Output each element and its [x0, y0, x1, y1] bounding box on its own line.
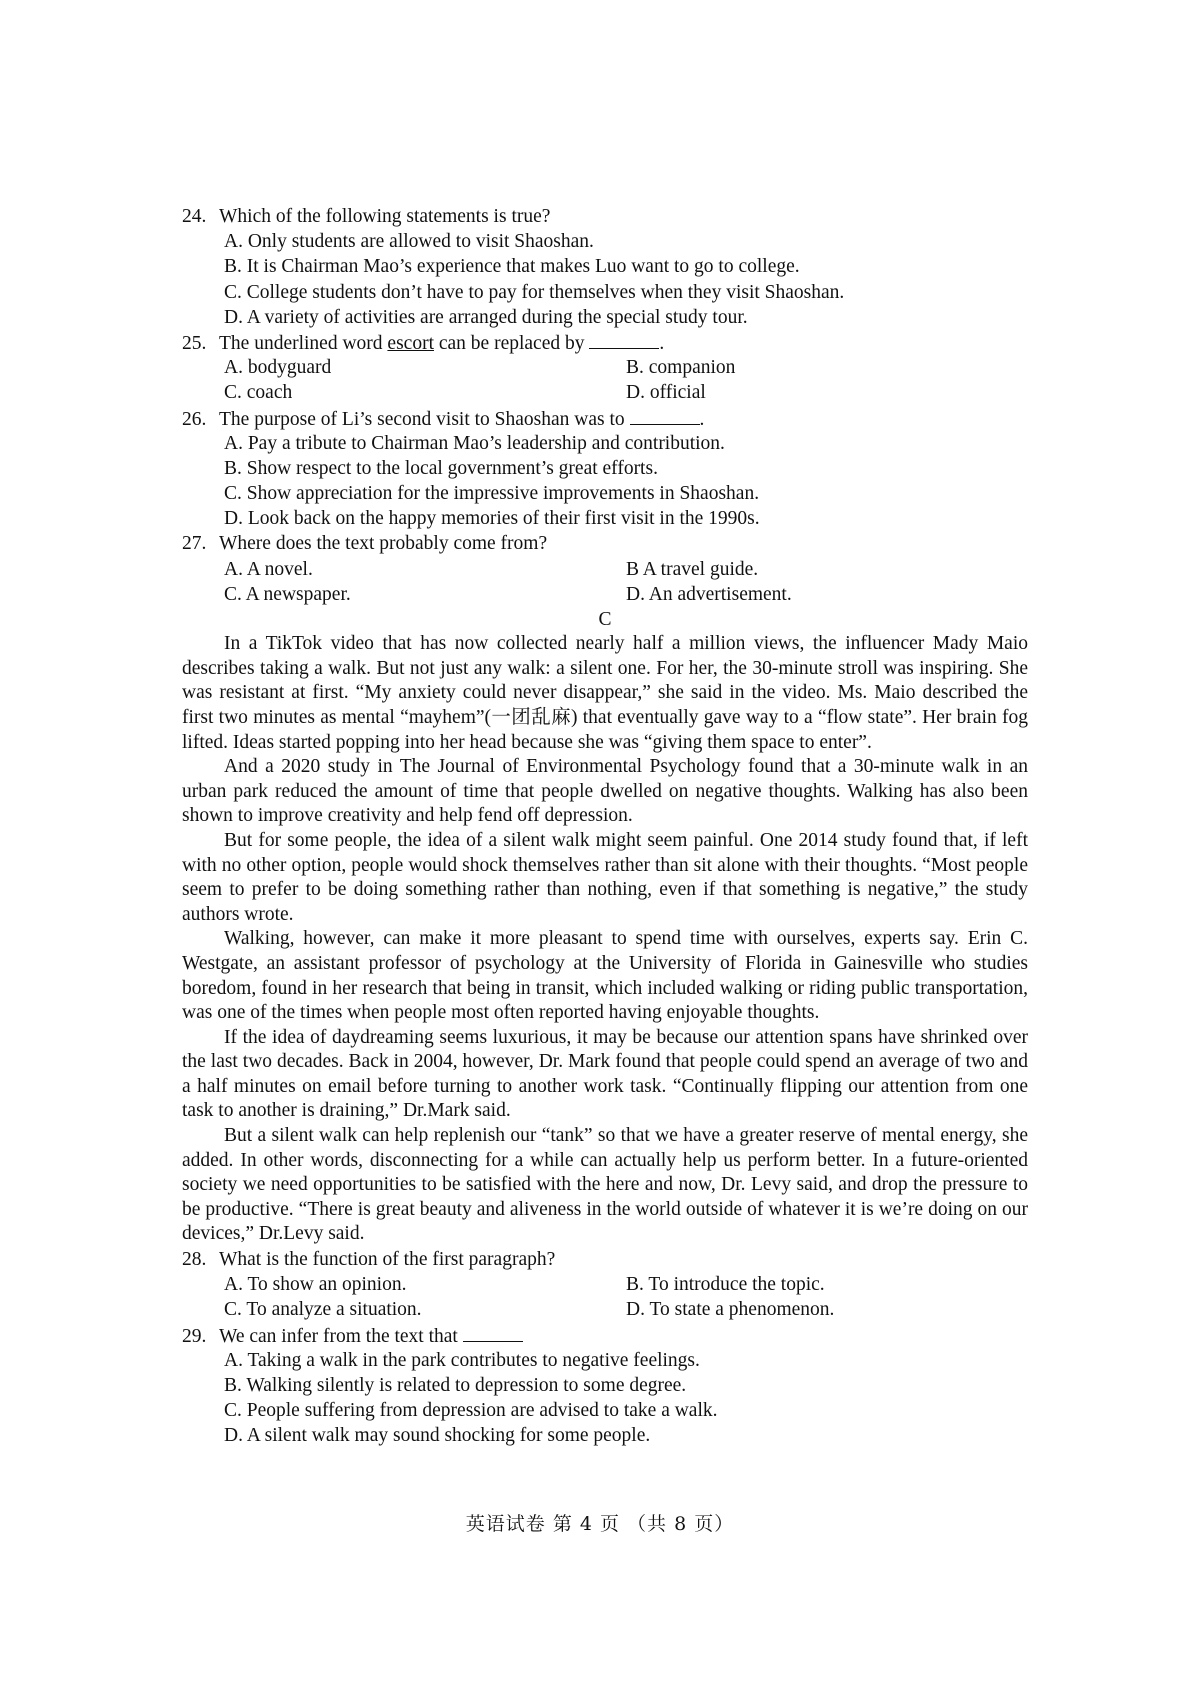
question-25-option-a: A. bodyguard [224, 357, 332, 379]
passage-paragraph-1: In a TikTok video that has now collected nearly half a million views, the influencer Mady Maio describes taking a walk. But not just any walk: a silent one. For her, the 30-minute stroll was inspiring. She was resistant at first. “My anxiety could never disappear,” she said in the video. Ms. Maio described the first two minutes as mental “mayhem”(一团乱麻) that eventually gave way to a “flow state”. Her brain fog lifted. Ideas started popping into her head because she was “giving them space to enter”. [182, 633, 1028, 753]
question-text: Which of the following statements is true? [219, 206, 551, 227]
question-25-options-row-1 [182, 355, 1028, 380]
question-27-options-row-1 [182, 557, 1028, 582]
question-end: . [659, 332, 665, 354]
answer-blank [589, 330, 659, 349]
question-24-option-c: C. College students don’t have to pay for themselves when they visit Shaoshan. [224, 281, 845, 303]
question-number: 25. [182, 332, 207, 354]
section-heading: C [598, 609, 612, 630]
question-24-option-d: D. A variety of activities are arranged during the special study tour. [224, 306, 748, 328]
question-28-stem [182, 1247, 1028, 1272]
question-28-option-a: A. To show an opinion. [224, 1274, 407, 1296]
answer-blank [630, 406, 700, 425]
question-29-option-d: D. A silent walk may sound shocking for some people. [224, 1425, 651, 1447]
page-footer: 英语试卷 第 4 页 （共 8 页） [465, 1513, 735, 1535]
question-27-options-row-2 [182, 582, 1028, 607]
question-number: 24. [182, 206, 207, 227]
question-29-stem [182, 1323, 1028, 1348]
question-27-option-a: A. A novel. [224, 558, 313, 580]
question-24-option-b: B. It is Chairman Mao’s experience that makes Luo want to go to college. [224, 256, 800, 278]
question-27-option-d: D. An advertisement. [626, 583, 792, 605]
question-27-stem [182, 531, 1028, 556]
question-25-option-b: B. companion [626, 357, 736, 379]
question-text-before: The underlined word [219, 332, 388, 354]
question-27-option-c: C. A newspaper. [224, 583, 351, 605]
question-26-option-a: A. Pay a tribute to Chairman Mao’s leadership and contribution. [224, 432, 725, 454]
exam-page [182, 204, 1028, 1449]
question-25-options-row-2 [182, 380, 1028, 405]
question-29-option-c: C. People suffering from depression are advised to take a walk. [224, 1400, 718, 1422]
question-28-options-row-1 [182, 1272, 1028, 1297]
question-text-after: can be replaced by [433, 332, 590, 354]
question-end: . [699, 408, 705, 430]
question-28-option-c: C. To analyze a situation. [224, 1299, 422, 1321]
underlined-word: escort [387, 332, 434, 354]
question-text: We can infer from the text that [219, 1325, 463, 1347]
question-25-option-d: D. official [626, 382, 706, 404]
question-26-stem [182, 406, 1028, 431]
question-26-option-b: B. Show respect to the local government’s great efforts. [224, 457, 658, 479]
question-28-options-row-2 [182, 1297, 1028, 1322]
question-26-option-d: D. Look back on the happy memories of their first visit in the 1990s. [224, 508, 760, 530]
question-29-option-b: B. Walking silently is related to depression to some degree. [224, 1374, 687, 1396]
question-28-option-d: D. To state a phenomenon. [626, 1299, 835, 1321]
question-26-option-c: C. Show appreciation for the impressive improvements in Shaoshan. [224, 483, 760, 505]
question-number: 27. [182, 533, 207, 555]
question-25-option-c: C. coach [224, 382, 293, 404]
question-text: What is the function of the first paragraph? [219, 1249, 556, 1271]
passage-paragraph-2: And a 2020 study in The Journal of Environmental Psychology found that a 30-minute walk in an urban park reduced the amount of time that people dwelled on negative thoughts. Walking has also been shown to improve creativity and help fend off depression. [182, 756, 1028, 827]
question-25-stem [182, 330, 1028, 355]
question-24-stem [182, 204, 1028, 229]
question-28-option-b: B. To introduce the topic. [626, 1274, 825, 1296]
passage-paragraph-5: If the idea of daydreaming seems luxurious, it may be because our attention spans have shrinked over the last two decades. Back in 2004, however, Dr. Mark found that people could spend an average of two and a half minutes on email before turning to another work task. “Continually flipping our attention from one task to another is draining,” Dr.Mark said. [182, 1026, 1028, 1122]
question-text: The purpose of Li’s second visit to Shaoshan was to [219, 408, 630, 430]
question-29-option-a: A. Taking a walk in the park contributes to negative feelings. [224, 1349, 700, 1371]
question-24-option-a: A. Only students are allowed to visit Shaoshan. [224, 231, 594, 253]
passage-paragraph-3: But for some people, the idea of a silent walk might seem painful. One 2014 study found that, if left with no other option, people would shock themselves rather than sit alone with their thoughts. “Most people seem to prefer to be doing something rather than nothing, even if that something is negative,” the study authors wrote. [182, 829, 1028, 925]
question-text: Where does the text probably come from? [219, 533, 548, 555]
question-number: 26. [182, 408, 207, 430]
question-27-option-b: B A travel guide. [626, 558, 759, 580]
answer-blank [463, 1323, 523, 1342]
question-number: 29. [182, 1325, 207, 1347]
passage-paragraph-6: But a silent walk can help replenish our “tank” so that we have a greater reserve of mental energy, she added. In other words, disconnecting for a while can actually help us perform better. In a future-oriented society we need opportunities to be satisfied with the here and now, Dr. Levy said, and drop the pressure to be productive. “There is great beauty and aliveness in the world outside of whatever it is we’re doing on our devices,” Dr.Levy said. [182, 1125, 1028, 1245]
passage-paragraph-4: Walking, however, can make it more pleasant to spend time with ourselves, experts say. Erin C. Westgate, an assistant professor of psychology at the University of Florida in Gainesville who studies boredom, found in her research that being in transit, which included walking or riding public transportation, was one of the times when people most often reported having enjoyable thoughts. [182, 928, 1028, 1024]
question-number: 28. [182, 1249, 207, 1271]
